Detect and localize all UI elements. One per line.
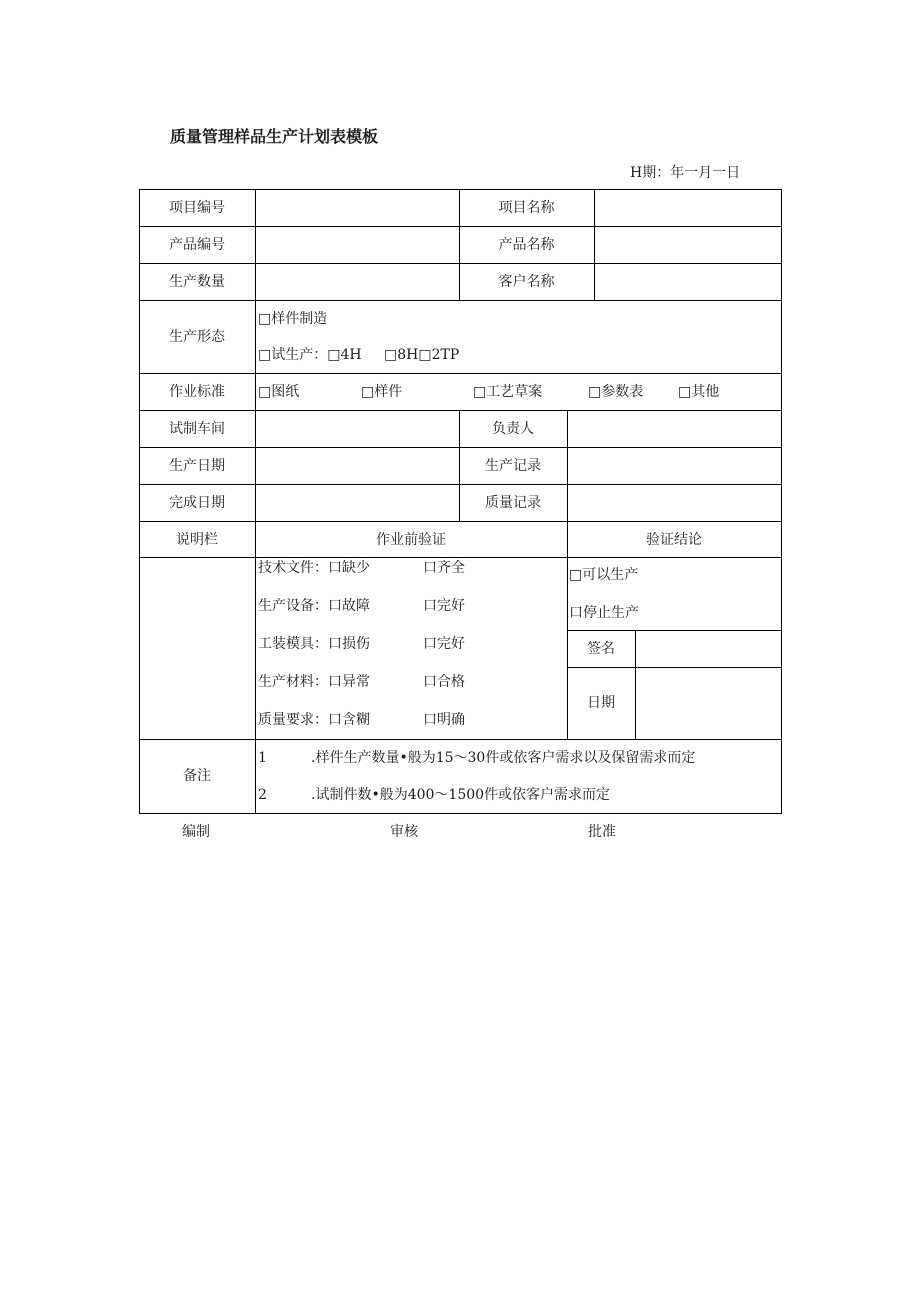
label-project-name: 项目名称: [498, 200, 555, 216]
label-owner: 负责人: [492, 421, 534, 437]
page-title: 质量管理样品生产计划表模板: [170, 127, 379, 146]
row-border: [139, 813, 782, 814]
label-desc-col: 说明栏: [176, 532, 218, 548]
label-product-name: 产品名称: [498, 237, 555, 253]
col-border: [635, 630, 636, 740]
col-border: [567, 410, 568, 740]
remark-text-1: .样件生产数量•般为15〜30件或依客户需求以及保留需求而定: [311, 750, 696, 766]
verify-equipment[interactable]: 生产设备：口故障: [258, 598, 370, 614]
row-border: [139, 373, 782, 374]
option-sample[interactable]: □样件制造: [258, 311, 328, 327]
row-border: [139, 410, 782, 411]
option-stop-produce[interactable]: 口停止生产: [569, 605, 639, 621]
verify-materials[interactable]: 生产材料：口异常: [258, 674, 370, 690]
remark-text-2: .试制件数•般为400〜1500件或依客户需求而定: [311, 787, 611, 803]
label-prod-record: 生产记录: [485, 458, 541, 474]
label-workshop: 试制车间: [169, 421, 225, 437]
row-border: [139, 226, 782, 227]
verify-quality-req-ok[interactable]: 口明确: [423, 712, 465, 728]
row-border: [139, 300, 782, 301]
footer-reviewed: 审核: [390, 824, 418, 840]
option-trial[interactable]: □试生产：□4H: [258, 347, 362, 363]
row-border: [139, 521, 782, 522]
remark-num-1: 1: [258, 750, 267, 766]
option-sample-part[interactable]: □样件: [361, 384, 403, 400]
label-customer-name: 客户名称: [498, 274, 555, 290]
row-border: [139, 447, 782, 448]
verify-materials-ok[interactable]: 口合格: [423, 674, 465, 690]
label-project-no: 项目编号: [169, 200, 225, 216]
label-quality-record: 质量记录: [485, 495, 541, 511]
footer-prepared: 编制: [182, 824, 210, 840]
col-border: [255, 189, 256, 814]
label-date: 日期: [587, 695, 615, 711]
verify-tech-docs-ok[interactable]: 口齐全: [423, 560, 465, 576]
row-border: [139, 189, 782, 190]
label-sign: 签名: [587, 641, 615, 657]
label-finish-date: 完成日期: [169, 495, 225, 511]
remark-num-2: 2: [258, 787, 267, 803]
row-border: [139, 739, 782, 740]
row-border: [139, 263, 782, 264]
option-other[interactable]: □其他: [678, 384, 720, 400]
label-verify-conclusion: 验证结论: [646, 532, 702, 548]
row-border: [139, 557, 782, 558]
verify-tooling-ok[interactable]: 口完好: [423, 636, 465, 652]
option-process-draft[interactable]: □工艺草案: [473, 384, 543, 400]
option-drawing[interactable]: □图纸: [258, 384, 300, 400]
label-product-no: 产品编号: [169, 237, 225, 253]
row-border: [139, 484, 782, 485]
label-prod-date: 生产日期: [169, 458, 225, 474]
row-border: [567, 667, 782, 668]
label-pre-verify: 作业前验证: [376, 532, 446, 548]
verify-tooling[interactable]: 工装模具：口损伤: [258, 636, 370, 652]
label-quantity: 生产数量: [169, 274, 225, 290]
option-can-produce[interactable]: □可以生产: [569, 567, 639, 583]
col-border: [594, 189, 595, 301]
col-border: [781, 189, 782, 814]
row-border: [567, 630, 782, 631]
verify-quality-req[interactable]: 质量要求：口含糊: [258, 712, 370, 728]
date-line: H期：年一月一日: [630, 165, 741, 181]
verify-tech-docs[interactable]: 技术文件：口缺少: [258, 560, 370, 576]
option-parameter-table[interactable]: □参数表: [588, 384, 644, 400]
label-remarks: 备注: [183, 768, 211, 784]
footer-approved: 批准: [588, 824, 616, 840]
label-form: 生产形态: [169, 329, 225, 345]
verify-equipment-ok[interactable]: 口完好: [423, 598, 465, 614]
label-standard: 作业标准: [169, 384, 225, 400]
option-trial-extra[interactable]: □8H□2TP: [384, 347, 460, 363]
